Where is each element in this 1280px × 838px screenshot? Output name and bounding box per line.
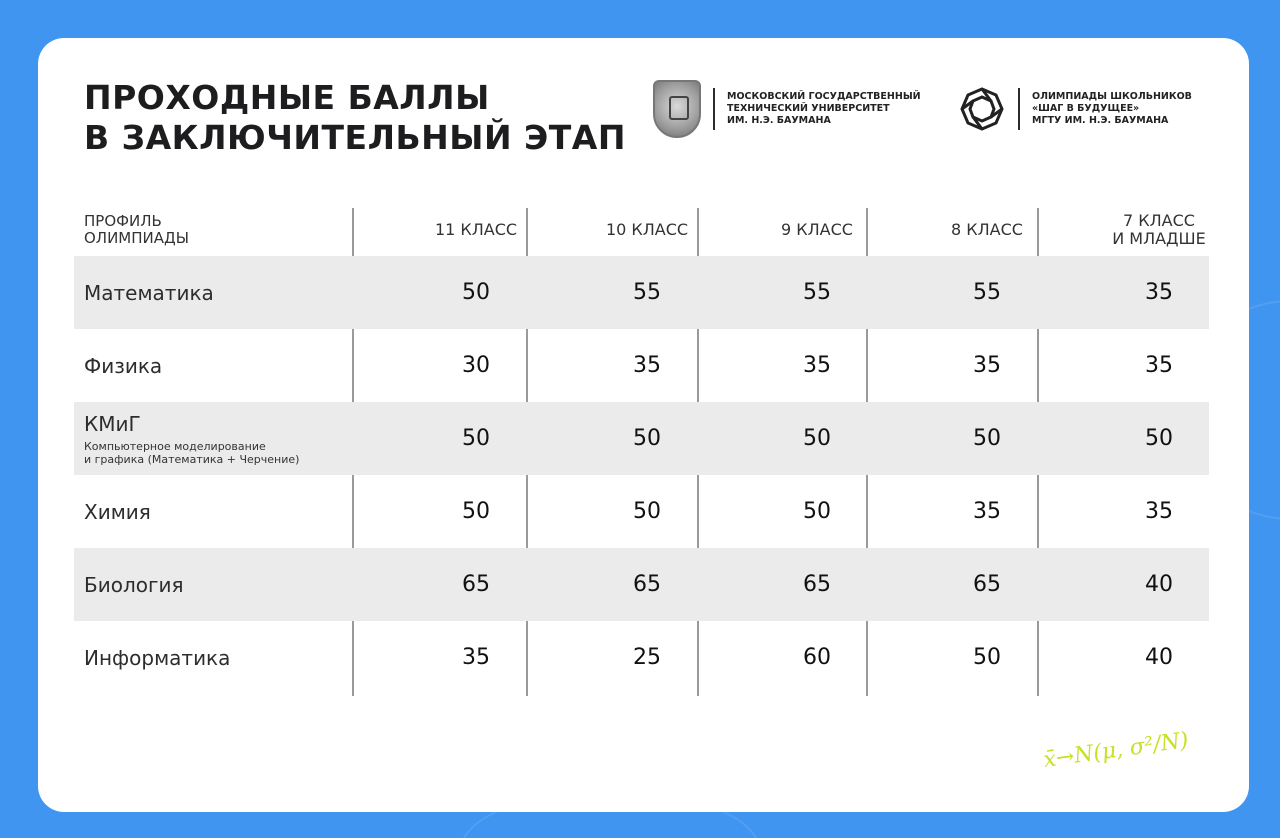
table-row — [74, 621, 1209, 694]
header-grade-10: 10 КЛАСС — [605, 220, 689, 239]
value-grade-7-and-below: 35 — [1145, 280, 1173, 305]
olympiad-name-line-1: ОЛИМПИАДЫ ШКОЛЬНИКОВ — [1032, 91, 1192, 102]
value-grade-9: 35 — [803, 353, 831, 378]
logo-divider — [713, 88, 715, 130]
university-name-line-3: ИМ. Н.Э. БАУМАНА — [727, 115, 831, 126]
subject-description — [84, 440, 299, 466]
university-crest-icon — [653, 80, 701, 138]
value-grade-7-and-below: 35 — [1145, 499, 1173, 524]
title-line-1: ПРОХОДНЫЕ БАЛЛЫ — [84, 78, 490, 117]
value-grade-7-and-below: 35 — [1145, 353, 1173, 378]
olympiad-name-line-3: МГТУ ИМ. Н.Э. БАУМАНА — [1032, 115, 1169, 126]
value-grade-8: 50 — [973, 426, 1001, 451]
value-grade-11: 50 — [462, 499, 490, 524]
table-row — [74, 548, 1209, 621]
value-grade-10: 35 — [633, 353, 661, 378]
header-profile — [84, 213, 189, 247]
header-grade-8: 8 КЛАСС — [951, 220, 1023, 239]
olympiad-name-line-2: «ШАГ В БУДУЩЕЕ» — [1032, 103, 1140, 114]
value-grade-11: 35 — [462, 645, 490, 670]
header-profile-line-2: ОЛИМПИАДЫ — [84, 229, 189, 247]
value-grade-7-and-below: 50 — [1145, 426, 1173, 451]
olympiad-knot-icon — [958, 85, 1006, 133]
value-grade-9: 50 — [803, 426, 831, 451]
university-name — [727, 91, 921, 127]
content-card — [38, 38, 1249, 812]
logo-divider — [1018, 88, 1020, 130]
table-row — [74, 475, 1209, 548]
subject-cell — [84, 412, 299, 466]
value-grade-7-and-below: 40 — [1145, 645, 1173, 670]
value-grade-11: 65 — [462, 572, 490, 597]
subject-description-line-2: и графика (Математика + Черчение) — [84, 452, 300, 466]
subject-name: Физика — [84, 353, 163, 378]
subject-cell — [84, 281, 214, 305]
value-grade-11: 50 — [462, 280, 490, 305]
olympiad-name — [1032, 91, 1192, 127]
value-grade-7-and-below: 40 — [1145, 572, 1173, 597]
subject-description-line-1: Компьютерное моделирование — [84, 439, 266, 453]
value-grade-9: 65 — [803, 572, 831, 597]
subject-cell — [84, 573, 184, 597]
value-grade-10: 50 — [633, 499, 661, 524]
subject-cell — [84, 646, 230, 670]
value-grade-10: 25 — [633, 645, 661, 670]
header-grade-9: 9 КЛАСС — [781, 220, 853, 239]
university-logo-block — [653, 80, 921, 138]
table-body — [74, 256, 1209, 694]
value-grade-8: 50 — [973, 645, 1001, 670]
header-grade-11: 11 КЛАСС — [434, 220, 518, 239]
table-header-row — [74, 204, 1209, 256]
value-grade-9: 60 — [803, 645, 831, 670]
subject-cell — [84, 500, 151, 524]
value-grade-10: 65 — [633, 572, 661, 597]
title-line-2: В ЗАКЛЮЧИТЕЛЬНЫЙ ЭТАП — [84, 118, 626, 157]
value-grade-8: 65 — [973, 572, 1001, 597]
subject-cell — [84, 354, 162, 378]
subject-name: Информатика — [84, 645, 231, 670]
value-grade-9: 50 — [803, 499, 831, 524]
subject-name: КМиГ — [84, 411, 141, 436]
university-name-line-1: МОСКОВСКИЙ ГОСУДАРСТВЕННЫЙ — [727, 91, 921, 102]
value-grade-9: 55 — [803, 280, 831, 305]
subject-name: Биология — [84, 572, 184, 597]
formula-decoration: x̄→N(μ, σ²/N) — [1041, 727, 1191, 774]
header-profile-line-1: ПРОФИЛЬ — [84, 212, 162, 230]
table-row — [74, 256, 1209, 329]
value-grade-10: 50 — [633, 426, 661, 451]
header-grade-7-and-below — [1074, 212, 1244, 248]
value-grade-11: 30 — [462, 353, 490, 378]
value-grade-8: 55 — [973, 280, 1001, 305]
value-grade-8: 35 — [973, 499, 1001, 524]
value-grade-10: 55 — [633, 280, 661, 305]
table-row — [74, 329, 1209, 402]
subject-name: Математика — [84, 280, 214, 305]
subject-name: Химия — [84, 499, 151, 524]
university-name-line-2: ТЕХНИЧЕСКИЙ УНИВЕРСИТЕТ — [727, 103, 890, 114]
value-grade-8: 35 — [973, 353, 1001, 378]
page-title — [84, 78, 626, 158]
value-grade-11: 50 — [462, 426, 490, 451]
scores-table — [74, 204, 1209, 694]
table-row — [74, 402, 1209, 475]
header-grade-7-line-2: И МЛАДШЕ — [1112, 229, 1206, 248]
olympiad-logo-block — [958, 85, 1192, 133]
header-grade-7-line-1: 7 КЛАСС — [1123, 211, 1195, 230]
